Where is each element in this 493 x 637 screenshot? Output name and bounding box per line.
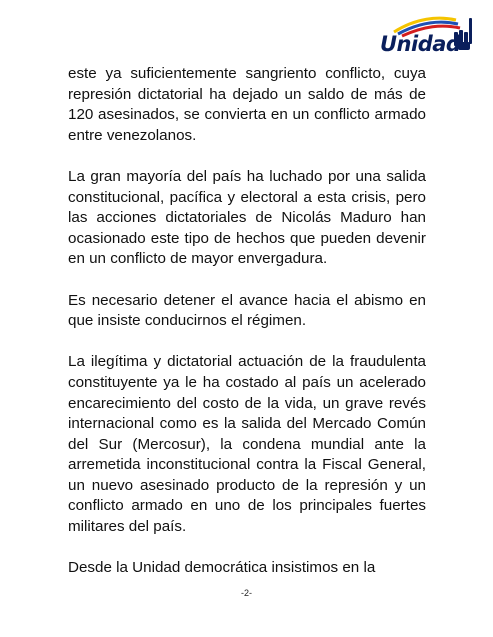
logo-wordmark: Unidad bbox=[380, 32, 461, 56]
unidad-logo bbox=[376, 10, 476, 58]
paragraph: este ya suficientemente sangriento conflicto, cuya represión dictatorial ha dejado un saldo de más de 120 asesinados, se convierta en un conflicto armado entre venezolanos. bbox=[68, 65, 426, 144]
paragraph: La ilegítima y dictatorial actuación de la fraudulenta constituyente ya le ha costado al país un acelerado encarecimiento del costo de la vida, un grave revés internacional como es la salida del Mercado Común del Sur (Mercosur), la condena mundial ante la arremetida inconstitucional contra la Fiscal General, un nuevo asesinado producto de la represión y un conflicto armado en uno de los principales fuertes militares del país. bbox=[68, 353, 426, 536]
paragraph: Desde la Unidad democrática insistimos en la bbox=[68, 559, 376, 577]
document-body bbox=[68, 64, 426, 599]
page-number: -2- bbox=[241, 588, 252, 598]
paragraph: La gran mayoría del país ha luchado por una salida constitucional, pacífica y electoral a esta crisis, pero las acciones dictatoriales de Nicolás Maduro han ocasionado este tipo de hechos que pueden devenir en un conflicto de mayor envergadura. bbox=[68, 167, 426, 268]
paragraph: Es necesario detener el avance hacia el abismo en que insiste conducirnos el régimen. bbox=[68, 291, 426, 330]
